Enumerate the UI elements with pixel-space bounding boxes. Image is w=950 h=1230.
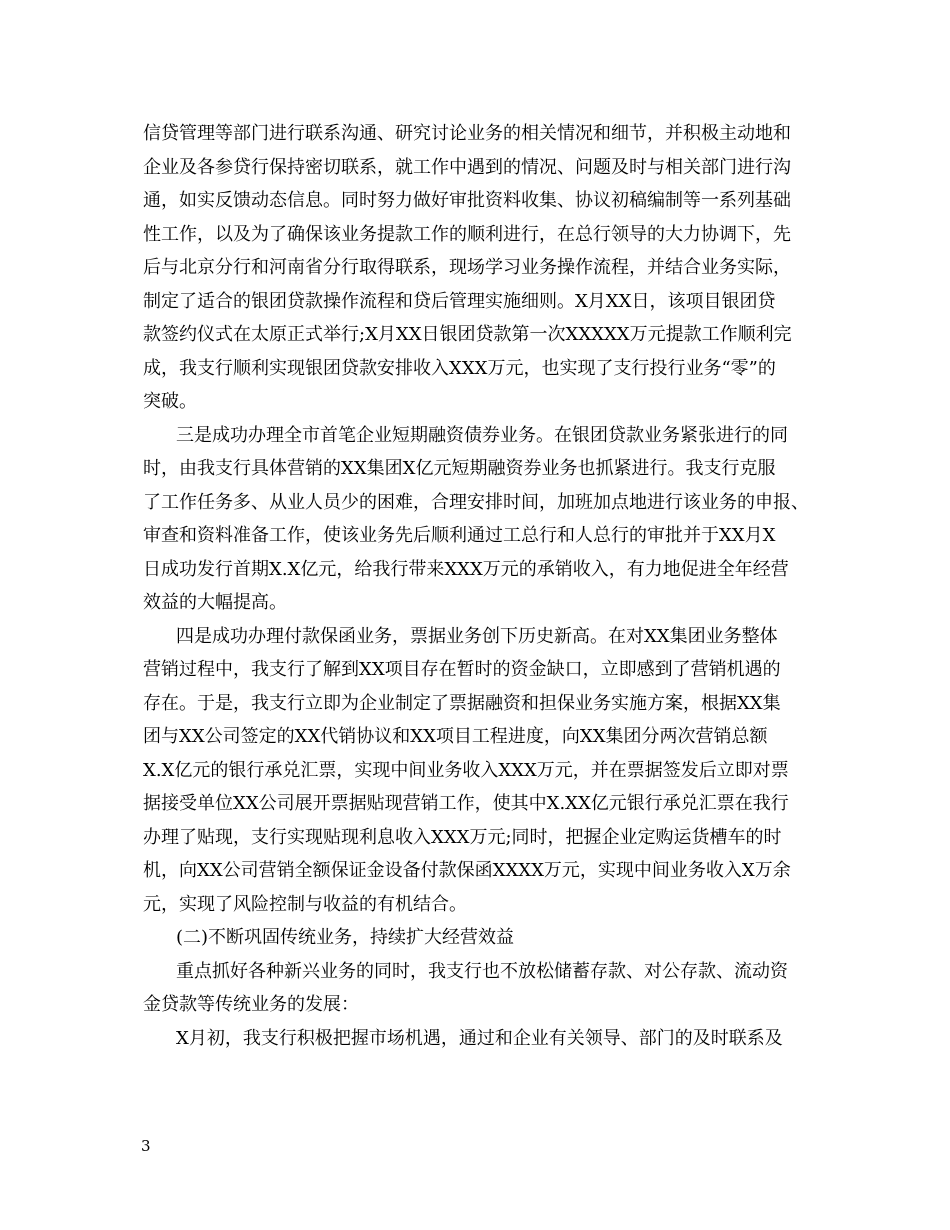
section-heading: (二)不断巩固传统业务，持续扩大经营效益 [176,927,515,948]
text-line: 款签约仪式在太原正式举行;X月XX日银团贷款第一次XXXXX万元提款工作顺利完 [143,324,792,345]
text-line: 金贷款等传统业务的发展： [143,994,359,1015]
text-line: 通，如实反馈动态信息。同时努力做好审批资料收集、协议初稿编制等一系列基础 [143,190,791,211]
paragraph-first-line: X月初，我支行积极把握市场机遇，通过和企业有关领导、部门的及时联系及 [176,1027,783,1049]
text-line: 制定了适合的银团贷款操作流程和贷后管理实施细则。X月XX日，该项目银团贷 [143,290,776,312]
text-line: 团与XX公司签定的XX代销协议和XX项目工程进度，向XX集团分两次营销总额 [143,726,768,747]
body-text [143,117,823,1055]
text-line: 了工作任务多、从业人员少的困难，合理安排时间，加班加点地进行该业务的申报、 [143,491,809,513]
text-line: 后与北京分行和河南省分行取得联系，现场学习业务操作流程，并结合业务实际， [143,257,791,278]
text-line: 时，由我支行具体营销的XX集团X亿元短期融资券业务也抓紧进行。我支行克服 [143,458,776,479]
paragraph-first-line: 四是成功办理付款保函业务，票据业务创下历史新高。在对XX集团业务整体 [176,625,778,647]
paragraph-first-line: 重点抓好各种新兴业务的同时，我支行也不放松储蓄存款、对公存款、流动资 [176,960,788,982]
page-number: 3 [141,1137,151,1155]
text-line: X.X亿元的银行承兑汇票，实现中间业务收入XXX万元，并在票据签发后立即对票 [143,759,789,781]
text-line: 办理了贴现，支行实现贴现利息收入XXX万元;同时，把握企业定购运货槽车的时 [143,826,782,848]
text-line: 据接受单位XX公司展开票据贴现营销工作，使其中X.XX亿元银行承兑汇票在我行 [143,793,789,814]
text-line: 营销过程中，我支行了解到XX项目存在暂时的资金缺口，立即感到了营销机遇的 [143,659,781,680]
text-line: 审查和资料准备工作，使该业务先后顺利通过工总行和人总行的审批并于XX月X [143,525,776,546]
text-line: 元，实现了风险控制与收益的有机结合。 [143,893,467,915]
text-line: 性工作，以及为了确保该业务提款工作的顺利进行，在总行领导的大力协调下，先 [143,223,791,245]
text-line: 信贷管理等部门进行联系沟通、研究讨论业务的相关情况和细节，并积极主动地和 [143,123,791,144]
text-line: 日成功发行首期X.X亿元，给我行带来XXX万元的承销收入，有力地促进全年经营 [143,558,789,580]
text-line: 突破。 [143,391,197,412]
text-line: 效益的大幅提高。 [143,592,287,613]
text-line: 企业及各参贷行保持密切联系，就工作中遇到的情况、问题及时与相关部门进行沟 [143,156,791,178]
text-line: 成，我支行顺利实现银团贷款安排收入XXX万元，也实现了支行投行业务“零”的 [143,357,776,379]
paragraph-first-line: 三是成功办理全市首笔企业短期融资债券业务。在银团贷款业务紧张进行的同 [176,424,788,446]
text-line: 存在。于是，我支行立即为企业制定了票据融资和担保业务实施方案，根据XX集 [143,692,781,714]
text-line: 机，向XX公司营销全额保证金设备付款保函XXXX万元，实现中间业务收入X万余 [143,860,791,881]
